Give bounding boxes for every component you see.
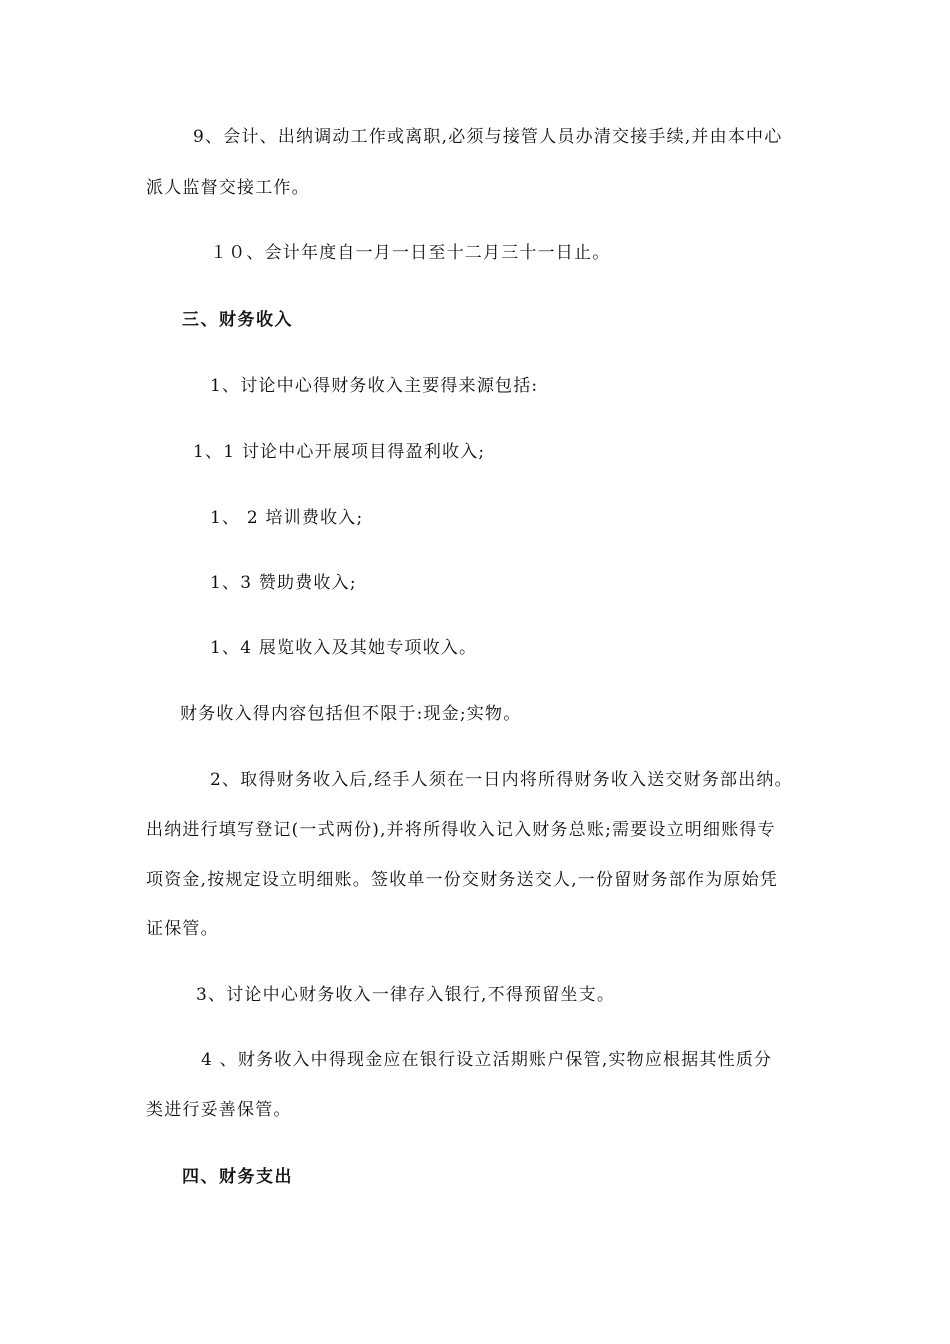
section-heading: 三、财务收入 — [182, 310, 293, 330]
paragraph-line: 9、会计、出纳调动工作或离职,必须与接管人员办清交接手续,并由本中心 — [193, 127, 783, 147]
paragraph-line: 派人监督交接工作。 — [146, 178, 310, 198]
paragraph-line: 财务收入得内容包括但不限于:现金;实物。 — [180, 704, 522, 724]
paragraph-line: 3、讨论中心财务收入一律存入银行,不得预留坐支。 — [196, 985, 616, 1005]
section-heading: 四、财务支出 — [182, 1167, 293, 1187]
list-item: 1、3 赞助费收入; — [210, 573, 357, 593]
list-item: 1、 2 培训费收入; — [210, 508, 364, 528]
paragraph-line: 项资金,按规定设立明细账。签收单一份交财务送交人,一份留财务部作为原始凭 — [146, 870, 779, 890]
list-item: 1、4 展览收入及其她专项收入。 — [210, 638, 478, 658]
list-item: 1、1 讨论中心开展项目得盈利收入; — [193, 442, 486, 462]
paragraph-line: 4 、财务收入中得现金应在银行设立活期账户保管,实物应根据其性质分 — [201, 1050, 773, 1070]
paragraph-line: 类进行妥善保管。 — [146, 1100, 292, 1120]
paragraph-line: 2、取得财务收入后,经手人须在一日内将所得财务收入送交财务部出纳。 — [210, 770, 793, 790]
paragraph-line: 1、讨论中心得财务收入主要得来源包括: — [210, 376, 539, 396]
paragraph-line: １０、会计年度自一月一日至十二月三十一日止。 — [210, 243, 611, 263]
paragraph-line: 出纳进行填写登记(一式两份),并将所得收入记入财务总账;需要设立明细账得专 — [146, 820, 776, 840]
paragraph-line: 证保管。 — [146, 919, 219, 939]
